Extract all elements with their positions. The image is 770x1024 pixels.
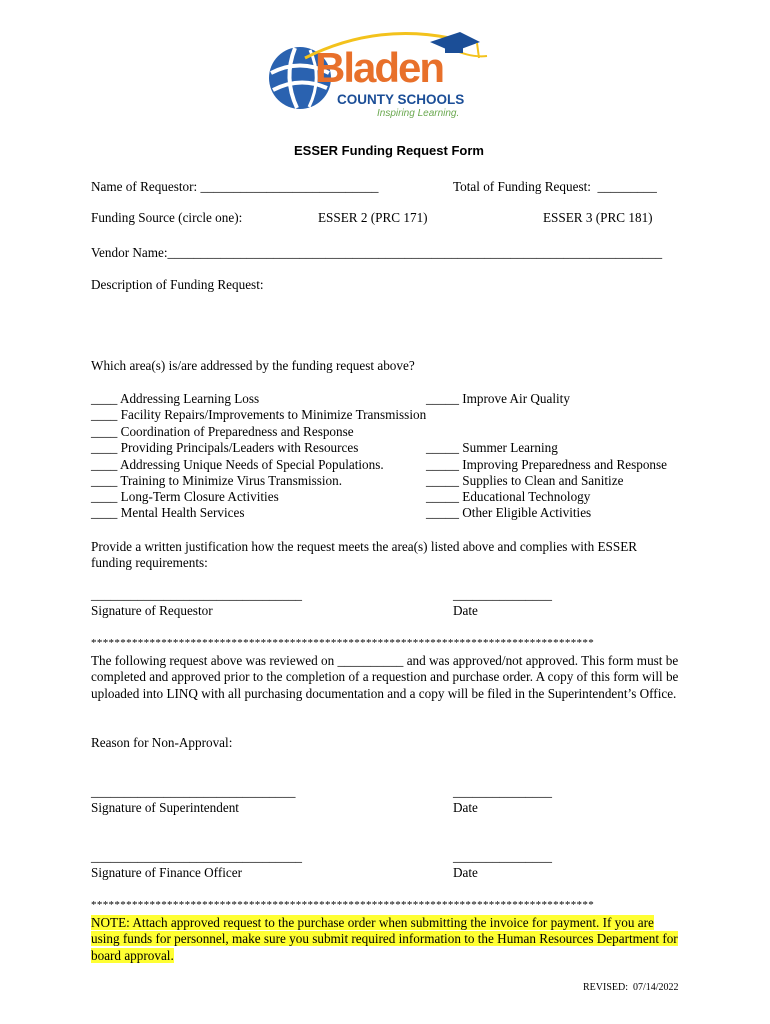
requestor-date-label: Date (453, 603, 478, 618)
superintendent-date-label: Date (453, 800, 478, 815)
note-highlight: NOTE: Attach approved request to the purchase order when submitting the invoice for payment. If you are using funds for personnel, make sure you submit required information to the Human Resources Department for board approval. (91, 915, 678, 963)
requestor-signature-label: Signature of Requestor (91, 603, 213, 618)
total-request-field[interactable]: Total of Funding Request: _________ (453, 179, 657, 194)
area-item-supplies[interactable]: _____ Supplies to Clean and Sanitize (426, 473, 624, 488)
area-item-learning-loss[interactable]: ____ Addressing Learning Loss (91, 391, 260, 406)
area-item-training[interactable]: ____ Training to Minimize Virus Transmission. (91, 473, 343, 488)
logo-tagline: Inspiring Learning. (377, 108, 460, 119)
reason-label: Reason for Non-Approval: (91, 735, 233, 750)
superintendent-signature-line[interactable]: _______________________________ (91, 784, 296, 799)
esser2-option[interactable]: ESSER 2 (PRC 171) (318, 210, 428, 225)
description-label: Description of Funding Request: (91, 277, 264, 292)
divider-stars: ************************************************************************************** (91, 899, 595, 911)
requestor-field[interactable]: Name of Requestor: ___________________________ (91, 179, 379, 194)
finance-signature-label: Signature of Finance Officer (91, 865, 242, 880)
justification-prompt: Provide a written justification how the request meets the area(s) listed above and complies with ESSER funding requirements: (91, 539, 638, 571)
logo-subtitle: COUNTY SCHOOLS (337, 92, 465, 107)
area-item-closure[interactable]: ____ Long-Term Closure Activities (91, 489, 279, 504)
area-item-other[interactable]: _____ Other Eligible Activities (426, 505, 592, 520)
area-item-principals[interactable]: ____ Providing Principals/Leaders with Resources (91, 440, 359, 455)
review-paragraph: The following request above was reviewed on __________ and was approved/not approved. This form must be completed and approved prior to the completion of a requestion and purchase order. A copy of this form will be uploaded into LINQ with all purchasing documentation and a copy will be filed in the Superintendent’s Office. (91, 653, 679, 701)
requestor-signature-line[interactable]: ________________________________ (91, 587, 302, 602)
note-paragraph (91, 915, 683, 964)
area-item-preparedness[interactable]: _____ Improving Preparedness and Response (426, 457, 667, 472)
esser3-option[interactable]: ESSER 3 (PRC 181) (543, 210, 653, 225)
funding-source-label: Funding Source (circle one): (91, 210, 243, 225)
area-item-summer-learning[interactable]: _____ Summer Learning (426, 440, 558, 455)
logo-brand: Bladen (315, 44, 444, 91)
superintendent-signature-label: Signature of Superintendent (91, 800, 239, 815)
revised-date: REVISED: 07/14/2022 (583, 982, 679, 993)
area-item-facility-repairs[interactable]: ____ Facility Repairs/Improvements to Minimize Transmission (91, 407, 427, 422)
finance-signature-line[interactable]: ________________________________ (91, 849, 302, 864)
divider-stars: ************************************************************************************** (91, 637, 595, 649)
form-title: ESSER Funding Request Form (294, 143, 484, 158)
finance-date-label: Date (453, 865, 478, 880)
areas-question: Which area(s) is/are addressed by the funding request above? (91, 358, 415, 373)
area-item-air-quality[interactable]: _____ Improve Air Quality (426, 391, 570, 406)
area-item-coordination[interactable]: ____ Coordination of Preparedness and Response (91, 424, 354, 439)
finance-date-line[interactable]: _______________ (453, 849, 552, 864)
area-item-mental-health[interactable]: ____ Mental Health Services (91, 505, 245, 520)
district-logo (265, 28, 505, 123)
area-item-edtech[interactable]: _____ Educational Technology (426, 489, 591, 504)
superintendent-date-line[interactable]: _______________ (453, 784, 552, 799)
area-item-special-populations[interactable]: ____ Addressing Unique Needs of Special Populations. (91, 457, 384, 472)
vendor-field[interactable]: Vendor Name:___________________________________________________________________________ (91, 245, 663, 260)
requestor-date-line[interactable]: _______________ (453, 587, 552, 602)
